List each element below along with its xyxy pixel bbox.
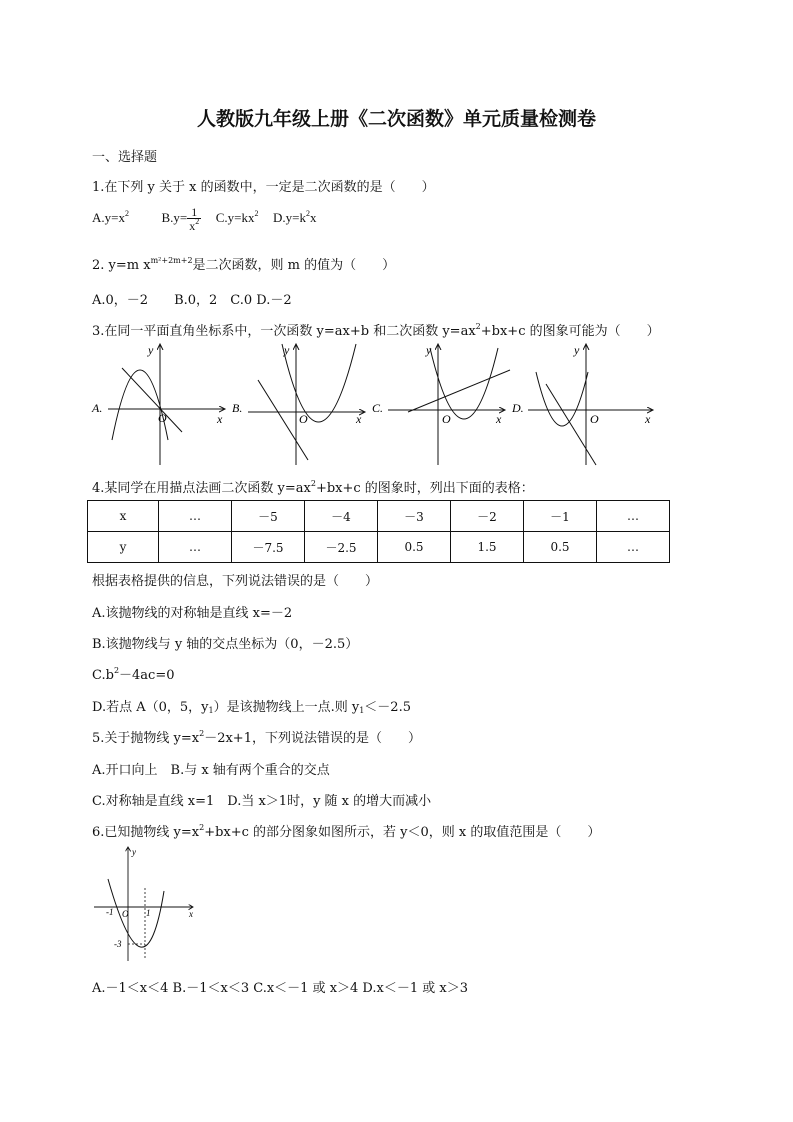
question-6-options: A.－1＜x＜4 B.－1＜x＜3 C.x＜－1 或 x＞4 D.x＜－1 或 x＞3 (92, 981, 468, 996)
question-1-options (92, 206, 317, 232)
graph-c (372, 343, 510, 465)
graph-d-label: D. (512, 401, 524, 415)
graph-c-line (408, 370, 510, 412)
table-cell: … (597, 501, 670, 532)
graph-a-y-label: y (148, 343, 154, 357)
graph-a-line (122, 368, 182, 432)
table-cell: 1.5 (451, 532, 524, 563)
question-3-graphs (90, 340, 660, 470)
table-cell: … (159, 532, 232, 563)
graph-c-y-label: y (426, 343, 432, 357)
graph-b-origin: O (299, 412, 308, 426)
graph-d-origin: O (590, 412, 599, 426)
graph-a-label: A. (92, 401, 103, 415)
question-4-option-b: B.该抛物线与 y 轴的交点坐标为（0，－2.5） (92, 637, 359, 652)
graph-a-origin: O (158, 411, 167, 425)
q6-neg3-label: -3 (114, 939, 122, 949)
graph-b-x-label: x (356, 412, 362, 426)
graph-d-y-label: y (574, 343, 580, 357)
graph-b-parabola (282, 344, 356, 422)
question-3-stem: 3.在同一平面直角坐标系中，一次函数 y=ax+b 和二次函数 $y=ax^2+bx+c$ 的图象可能为（ ） (92, 322, 660, 339)
question-5-options-ab: A.开口向上 B.与 x 轴有两个重合的交点 (92, 763, 330, 778)
table-row-x (88, 501, 670, 532)
q6-y-label: y (132, 847, 136, 857)
table-cell: －5 (232, 501, 305, 532)
q6-origin: O (122, 909, 129, 919)
graph-b-label: B. (232, 401, 243, 415)
table-cell: x (88, 501, 159, 532)
table-cell: y (88, 532, 159, 563)
question-5-stem: 5.关于抛物线 $y=x^2-2x+1$，下列说法错误的是（ ） (92, 729, 421, 746)
question-6-graph (90, 843, 200, 963)
graph-d-x-label: x (645, 412, 651, 426)
question-6-stem: 6.已知抛物线 $y=x^2+bx+c$ 的部分图象如图所示，若 y＜0，则 x 的取值范围是（ ） (92, 823, 601, 840)
table-cell: … (159, 501, 232, 532)
q6-one-label: 1 (146, 908, 151, 918)
q1-option-b: B.y= $\frac{1}{x^2}$ (161, 205, 200, 233)
q1-option-c: $C.y=kx^2$ (215, 208, 259, 225)
graph-d (511, 343, 653, 465)
q6-neg1-label: -1 (106, 907, 114, 917)
graph-c-origin: O (442, 412, 451, 426)
table-cell: －4 (305, 501, 378, 532)
q6-parabola (108, 879, 164, 947)
table-row-y (88, 532, 670, 563)
q6-x-label: x (189, 909, 193, 919)
value-table (87, 500, 670, 563)
graph-c-x-label: x (496, 412, 502, 426)
graph-a-x-label: x (217, 412, 223, 426)
table-cell: 0.5 (524, 532, 597, 563)
graph-b-y-label: y (284, 343, 290, 357)
question-2-options: A.0，－2 B.0，2 C.0 D.－2 (92, 293, 292, 308)
graph-c-parabola (430, 348, 498, 419)
graph-b (232, 343, 365, 465)
page-title: 人教版九年级上册《二次函数》单元质量检测卷 (196, 108, 596, 130)
graph-c-label: C. (372, 401, 384, 415)
table-cell: －2.5 (305, 532, 378, 563)
graph-d-line (546, 384, 596, 465)
graph-a (91, 343, 225, 465)
table-cell: －3 (378, 501, 451, 532)
question-2-stem: 2. y=m $x^{m^2+2m+2}$是二次函数，则 m 的值为（ ） (92, 256, 396, 273)
q1-option-a: $A.y=x^2$ (92, 208, 129, 225)
graph-d-parabola (536, 372, 588, 426)
q1-option-d: $D.y=k^2x$ (273, 208, 317, 225)
question-4-option-a: A.该抛物线的对称轴是直线 x=－2 (92, 606, 293, 621)
table-cell: －7.5 (232, 532, 305, 563)
question-4-follow: 根据表格提供的信息，下列说法错误的是（ ） (92, 574, 379, 589)
question-5-options-cd: C.对称轴是直线 x=1 D.当 x＞1时，y 随 x 的增大而减小 (92, 794, 432, 809)
table-cell: －1 (524, 501, 597, 532)
table-cell: －2 (451, 501, 524, 532)
section-heading: 一、选择题 (92, 150, 158, 165)
question-4-stem: 4.某同学在用描点法画二次函数 $y=ax^2+bx+c$ 的图象时，列出下面的表格： (92, 479, 534, 496)
question-4-option-c: $C.b^2-4ac=0$ (92, 666, 175, 683)
question-1-stem: 1.在下列 y 关于 x 的函数中，一定是二次函数的是（ ） (92, 180, 435, 195)
table-cell: … (597, 532, 670, 563)
table-cell: 0.5 (378, 532, 451, 563)
question-4-option-d: D.若点 A（0，5，$y_1$）是该抛物线上一点.则 $y_1<-2.5$ (92, 700, 411, 715)
